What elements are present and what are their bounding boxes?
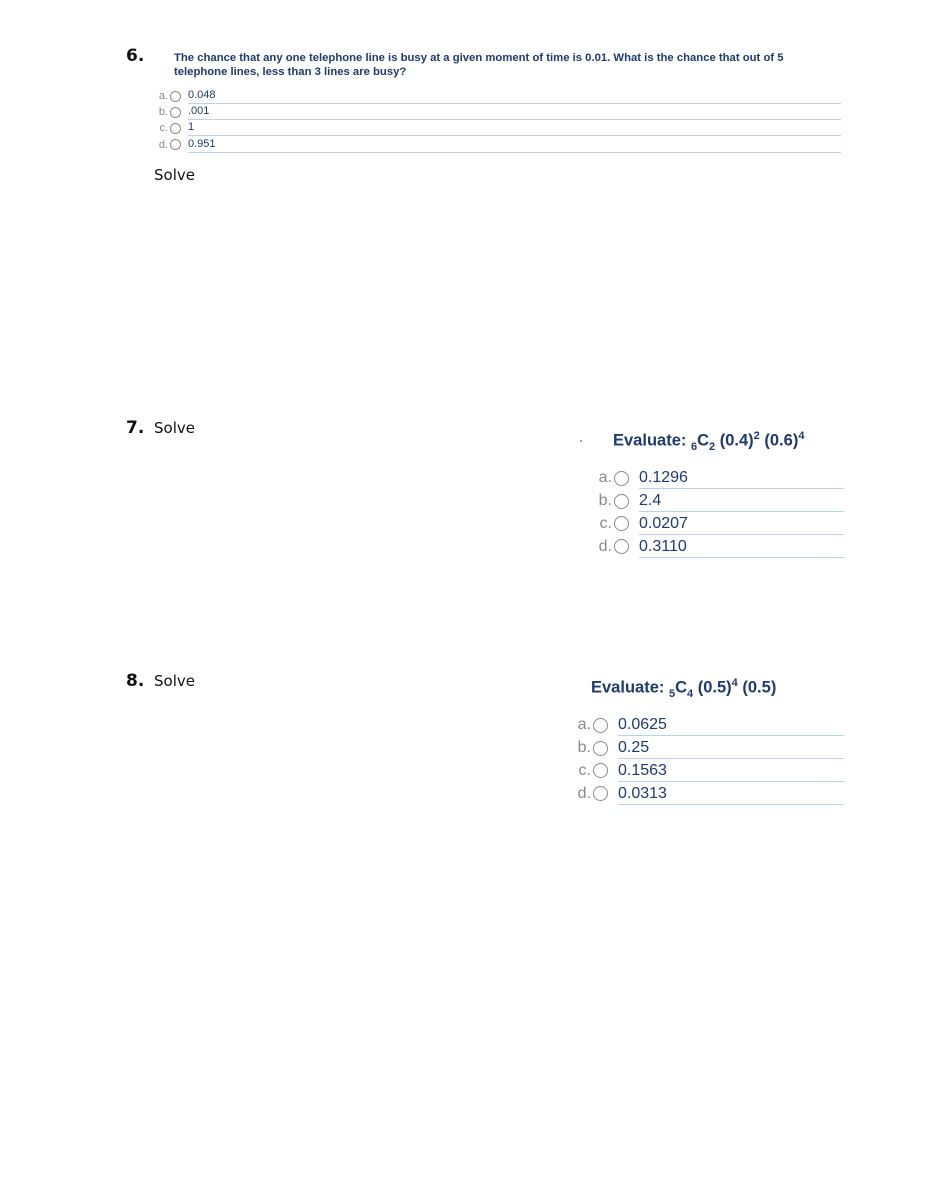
option-value: 0.25 — [618, 737, 844, 759]
question-6-number: 6. — [126, 46, 145, 66]
question-7-option-a[interactable] — [582, 467, 844, 490]
option-letter: a. — [598, 469, 612, 487]
question-8-options — [561, 714, 844, 805]
question-8-number: 8. — [126, 671, 145, 691]
radio-button-icon[interactable] — [614, 494, 629, 509]
radio-button-icon[interactable] — [593, 741, 608, 756]
question-7-expression — [613, 430, 804, 453]
option-value: 0.0207 — [639, 513, 844, 535]
question-6-option-d[interactable] — [148, 137, 841, 153]
question-6-options — [148, 88, 841, 153]
question-6-option-a[interactable] — [148, 88, 841, 104]
term-1-base: (0.5) — [697, 678, 732, 697]
question-7-option-d[interactable] — [582, 535, 844, 558]
option-letter: d. — [598, 537, 612, 555]
radio-button-icon[interactable] — [614, 516, 629, 531]
question-8-option-d[interactable] — [561, 782, 844, 805]
combination-r: 4 — [687, 687, 694, 700]
radio-button-icon[interactable] — [614, 471, 629, 486]
question-6-solve-label: Solve — [154, 166, 195, 184]
radio-button-icon[interactable] — [614, 539, 629, 554]
option-value: 0.951 — [188, 137, 841, 153]
question-8-option-c[interactable] — [561, 760, 844, 783]
combination-n: 6 — [690, 440, 698, 453]
option-value: 2.4 — [639, 490, 844, 512]
term-2-base: (0.6) — [764, 431, 799, 450]
evaluate-label: Evaluate: — [613, 431, 687, 450]
term-1-exponent: 2 — [753, 430, 760, 442]
option-letter: d. — [577, 784, 591, 802]
option-value: 0.3110 — [639, 536, 844, 558]
radio-button-icon[interactable] — [593, 763, 608, 778]
question-6-text-line2: telephone lines, less than 3 lines are busy? — [174, 66, 407, 78]
question-7-option-b[interactable] — [582, 490, 844, 513]
option-value: 0.048 — [188, 88, 841, 104]
option-letter: d. — [158, 138, 168, 151]
question-8-expression — [591, 677, 776, 700]
combination-symbol: C — [675, 678, 688, 697]
question-6-option-c[interactable] — [148, 120, 841, 136]
term-1-base: (0.4) — [719, 431, 754, 450]
option-value: 0.0313 — [618, 783, 844, 805]
combination-symbol: C — [697, 431, 710, 450]
option-letter: c. — [599, 514, 612, 532]
option-value: 0.0625 — [618, 714, 844, 736]
radio-button-icon[interactable] — [593, 786, 608, 801]
question-8-solve-label: Solve — [154, 672, 195, 690]
question-8-option-b[interactable] — [561, 737, 844, 760]
question-7-options — [582, 467, 844, 558]
option-letter: b. — [598, 492, 612, 510]
question-6-text-line1: The chance that any one telephone line is busy at a given moment of time is 0.01. What is the chance that out of 5 — [174, 52, 784, 64]
option-letter: a. — [577, 716, 591, 734]
option-letter: c. — [578, 761, 591, 779]
term-2-base: (0.5) — [742, 678, 777, 697]
question-7-solve-label: Solve — [154, 419, 195, 437]
term-2-exponent: 4 — [798, 430, 805, 442]
combination-r: 2 — [709, 440, 716, 453]
evaluate-label: Evaluate: — [591, 678, 665, 697]
option-value: .001 — [188, 104, 841, 120]
radio-button-icon[interactable] — [593, 718, 608, 733]
option-value: 0.1296 — [639, 467, 844, 489]
combination-n: 5 — [668, 687, 676, 700]
option-letter: b. — [577, 739, 591, 757]
question-6-option-b[interactable] — [148, 104, 841, 120]
radio-button-icon[interactable] — [170, 107, 181, 118]
question-6-text — [174, 51, 784, 79]
question-8-option-a[interactable] — [561, 714, 844, 737]
radio-button-icon[interactable] — [170, 91, 181, 102]
radio-button-icon[interactable] — [170, 123, 181, 134]
option-value: 0.1563 — [618, 760, 844, 782]
question-7-option-c[interactable] — [582, 513, 844, 536]
option-letter: a. — [158, 90, 168, 103]
option-value: 1 — [188, 120, 841, 136]
stray-mark — [580, 440, 582, 442]
term-1-exponent: 4 — [731, 677, 738, 689]
question-7-number: 7. — [126, 418, 145, 438]
radio-button-icon[interactable] — [170, 139, 181, 150]
option-letter: b. — [158, 106, 168, 119]
option-letter: c. — [159, 122, 168, 135]
